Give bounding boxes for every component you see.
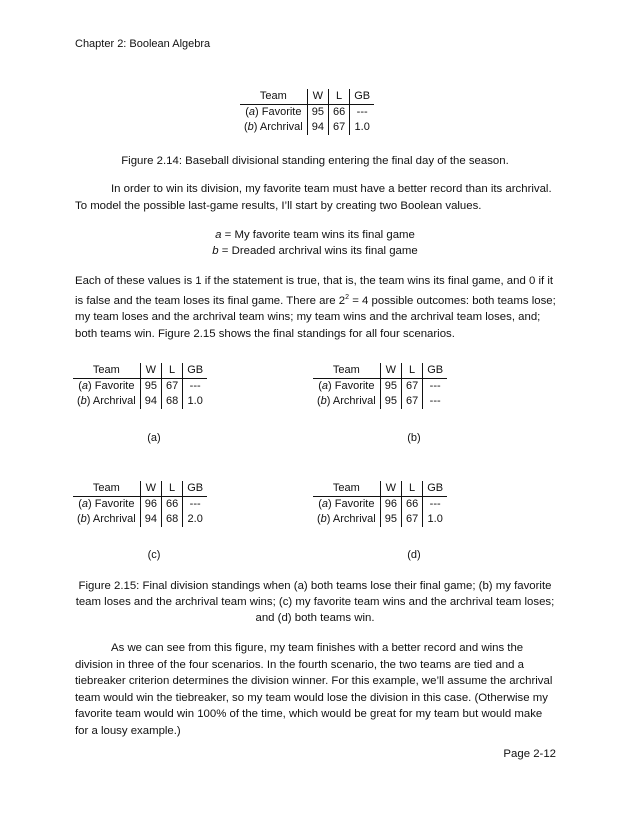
- scenario-label-b: (b): [407, 432, 421, 444]
- cell-w: 96: [140, 497, 161, 513]
- team-cell: (b) Archrival: [313, 394, 380, 409]
- chapter-header: Chapter 2: Boolean Algebra: [75, 38, 211, 50]
- table-row: [313, 497, 447, 513]
- table-header-row: [313, 481, 447, 497]
- table-header-row: [73, 363, 207, 379]
- figure-2-14-caption: Figure 2.14: Baseball divisional standing entering the final day of the season.: [121, 155, 509, 167]
- column-header: L: [161, 481, 182, 497]
- column-header: Team: [313, 363, 380, 379]
- paragraph-intro: In order to win its division, my favorite team must have a better record than its archrival. To model the possible last-game results, I’ll start by creating two Boolean values.: [75, 183, 552, 212]
- table-row: [73, 497, 207, 513]
- team-cell: (a) Favorite: [73, 497, 140, 513]
- cell-w: 95: [380, 394, 401, 409]
- column-header: L: [401, 363, 422, 379]
- team-cell: (b) Archrival: [313, 512, 380, 527]
- column-header: GB: [423, 363, 447, 379]
- team-cell: (b) Archrival: [73, 394, 140, 409]
- team-cell: (b) Archrival: [240, 120, 307, 135]
- table-header-row: [240, 89, 374, 105]
- cell-l: 67: [161, 379, 182, 395]
- cell-l: 68: [161, 512, 182, 527]
- cell-l: 67: [328, 120, 349, 135]
- table-row: [240, 105, 374, 121]
- team-cell: (a) Favorite: [313, 497, 380, 513]
- page-number: Page 2-12: [503, 748, 556, 760]
- table-header-row: [73, 481, 207, 497]
- column-header: L: [328, 89, 349, 105]
- table-row: [73, 512, 207, 527]
- cell-gb: ---: [189, 380, 201, 392]
- figure-2-15-caption: Figure 2.15: Final division standings when (a) both teams lose their final game; (b) my favorite team loses and the archrival team wins; (c) my favorite team wins and the archrival team loses; and (d) both teams win.: [75, 580, 555, 624]
- variable-definitions: [0, 227, 630, 259]
- cell-gb: ---: [429, 380, 441, 392]
- column-header: L: [161, 363, 182, 379]
- table-row: [313, 394, 447, 409]
- scenario-label-a: (a): [147, 432, 161, 444]
- column-header: W: [140, 363, 161, 379]
- column-header: GB: [350, 89, 374, 105]
- column-header: Team: [73, 363, 140, 379]
- cell-gb: ---: [429, 498, 441, 510]
- cell-gb: ---: [429, 395, 441, 407]
- cell-gb: ---: [356, 106, 368, 118]
- table-row: [313, 512, 447, 527]
- team-cell: (a) Favorite: [73, 379, 140, 395]
- cell-gb: ---: [189, 498, 201, 510]
- column-header: GB: [183, 363, 207, 379]
- team-cell: (a) Favorite: [240, 105, 307, 121]
- standings-table-scenario-a: [73, 363, 207, 409]
- table-row: [313, 379, 447, 395]
- team-cell: (b) Archrival: [73, 512, 140, 527]
- column-header: GB: [423, 481, 447, 497]
- column-header: L: [401, 481, 422, 497]
- cell-l: 67: [401, 512, 422, 527]
- cell-w: 94: [307, 120, 328, 135]
- cell-w: 95: [380, 379, 401, 395]
- column-header: Team: [240, 89, 307, 105]
- cell-gb: 1.0: [427, 513, 443, 525]
- team-cell: (a) Favorite: [313, 379, 380, 395]
- column-header: W: [380, 363, 401, 379]
- standings-table-scenario-d: [313, 481, 447, 527]
- column-header: Team: [73, 481, 140, 497]
- definition-b: b = Dreaded archrival wins its final game: [212, 245, 418, 257]
- cell-w: 95: [140, 379, 161, 395]
- paragraph-conclusion: As we can see from this figure, my team finishes with a better record and wins the division in three of the four scenarios. In the fourth scenario, the two teams are tied and a tiebreaker criterion determines the division winner. For this example, we’ll assume the archrival team would win the tiebreaker, so my team would lose the division in this case. (Otherwise my favorite team would win 100% of the time, which would be great for my team but would make for a lousy example.): [75, 642, 553, 737]
- column-header: W: [140, 481, 161, 497]
- standings-table-scenario-b: [313, 363, 447, 409]
- column-header: W: [307, 89, 328, 105]
- cell-gb: 2.0: [187, 513, 203, 525]
- column-header: W: [380, 481, 401, 497]
- cell-w: 95: [307, 105, 328, 121]
- definition-a: a = My favorite team wins its final game: [215, 229, 415, 241]
- cell-l: 66: [161, 497, 182, 513]
- cell-w: 95: [380, 512, 401, 527]
- cell-l: 66: [328, 105, 349, 121]
- cell-gb: 1.0: [187, 395, 203, 407]
- paragraph-outcomes: Each of these values is 1 if the statement is true, that is, the team wins its final game, and 0 if it is false and the team loses its final game. There are $2^2 = 4$ possible outcomes: both teams lose; my team loses and the archrival team wins; my team wins and the archrival team loses, and; both teams win. Figure 2.15 shows the final standings for all four scenarios.: [75, 275, 556, 340]
- cell-w: 96: [380, 497, 401, 513]
- cell-w: 94: [140, 512, 161, 527]
- cell-l: 68: [161, 394, 182, 409]
- column-header: GB: [183, 481, 207, 497]
- cell-l: 67: [401, 394, 422, 409]
- standings-table-main: [240, 89, 374, 135]
- cell-l: 67: [401, 379, 422, 395]
- table-header-row: [313, 363, 447, 379]
- scenario-label-d: (d): [407, 549, 421, 561]
- cell-w: 94: [140, 394, 161, 409]
- standings-table-scenario-c: [73, 481, 207, 527]
- table-row: [240, 120, 374, 135]
- cell-l: 66: [401, 497, 422, 513]
- table-row: [73, 379, 207, 395]
- column-header: Team: [313, 481, 380, 497]
- cell-gb: 1.0: [354, 121, 370, 133]
- scenario-label-c: (c): [147, 549, 161, 561]
- table-row: [73, 394, 207, 409]
